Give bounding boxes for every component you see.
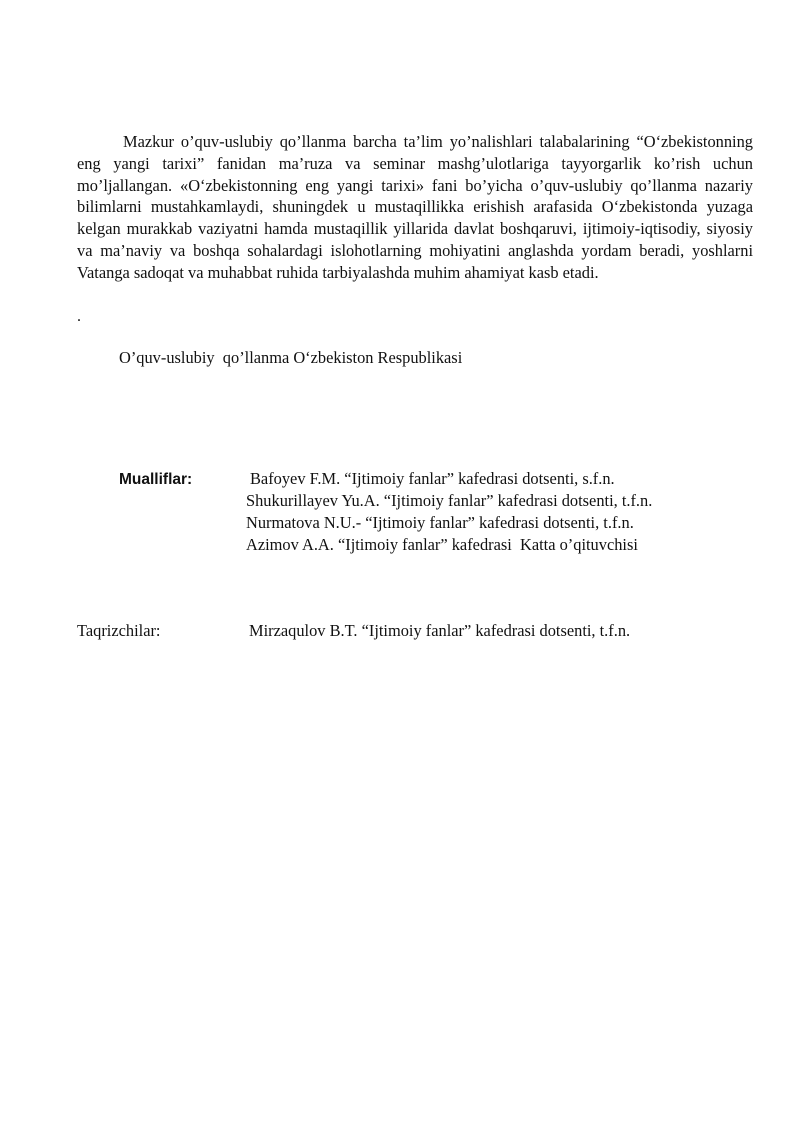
author-item: Nurmatova N.U.- “Ijtimoiy fanlar” kafedrasi dotsenti, t.f.n. xyxy=(246,513,634,532)
authors-label: Mualliflar: xyxy=(119,471,193,488)
author-item: Shukurillayev Yu.A. “Ijtimoiy fanlar” kafedrasi dotsenti, t.f.n. xyxy=(246,491,653,510)
reviewers-list xyxy=(249,620,630,642)
author-item: Azimov A.A. “Ijtimoiy fanlar” kafedrasi Katta o’qituvchisi xyxy=(246,535,638,554)
reviewers-label: Taqrizchilar: xyxy=(77,621,161,640)
authors-list xyxy=(246,468,652,556)
abstract-paragraph: Mazkur o’quv-uslubiy qo’llanma barcha ta’lim yo’nalishlari talabalarining “O‘zbekistonning eng yangi tarixi” fanidan ma’ruza va seminar mashg’ulotlariga tayyorgarlik ko’rish uchun mo’ljallangan. «O‘zbekistonning eng yangi tarixi» fani bo’yicha o’quv-uslubiy qo’llanma nazariy bilimlarni mustahkamlaydi, shuningdek u mustaqillikka erishish arafasida O‘zbekistonda yuzaga kelgan murakkab vaziyatni hamda mustaqillik yillarida davlat boshqaruvi, ijtimoiy-iqtisodiy, siyosiy va ma’naviy va boshqa sohalardagi islohotlarning mohiyatini anglashda yordam beradi, yoshlarni Vatanga sadoqat va muhabbat ruhida tarbiyalashda muhim ahamiyat kasb etadi. xyxy=(77,132,753,282)
purpose-line: O’quv-uslubiy qo’llanma O‘zbekiston Respublikasi xyxy=(119,348,463,367)
reviewer-item: Mirzaqulov B.T. “Ijtimoiy fanlar” kafedrasi dotsenti, t.f.n. xyxy=(249,621,631,640)
author-item: Bafoyev F.M. “Ijtimoiy fanlar” kafedrasi dotsenti, s.f.n. xyxy=(250,469,615,488)
separator-dot: . xyxy=(77,308,81,325)
